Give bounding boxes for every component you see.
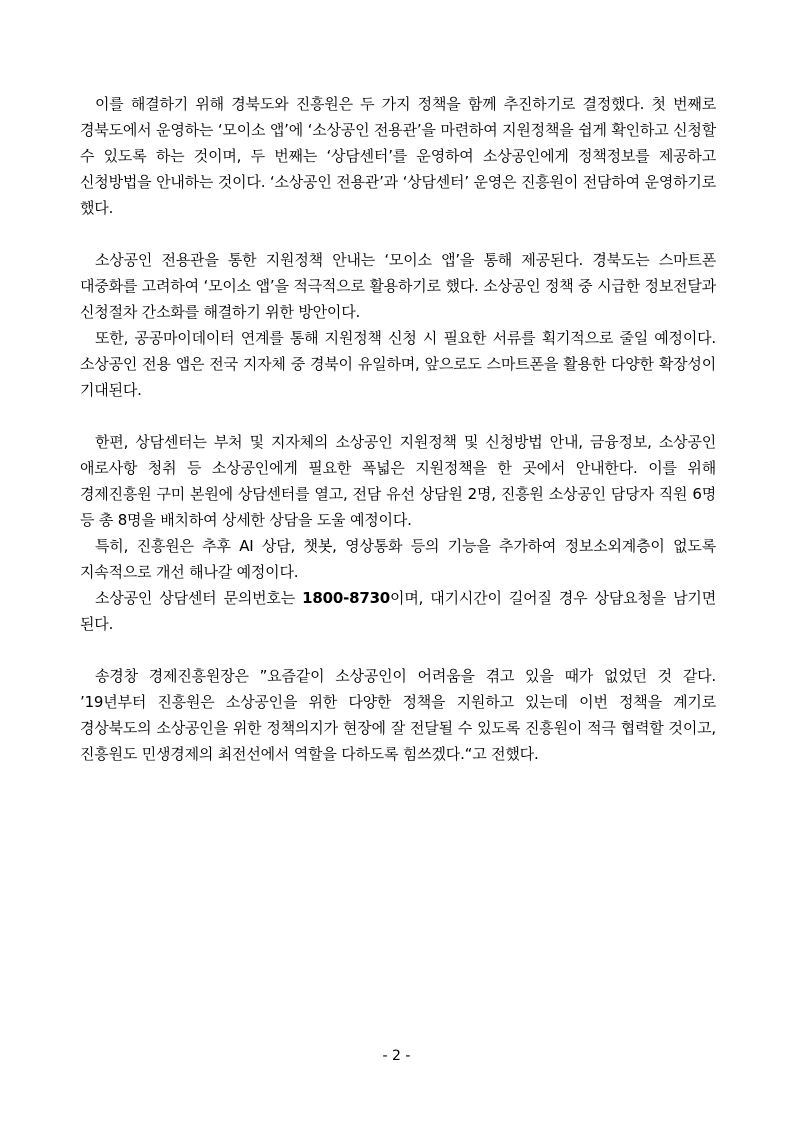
paragraph-consult-center: 한편, 상담센터는 부처 및 지자체의 소상공인 지원정책 및 신청방법 안내, 금융정보, 소상공인 애로사항 청취 등 소상공인에게 필요한 폭넓은 지원정책을 한 곳에서 안내한다. 이를 위해 경제진흥원 구미 본원에 상담센터를 열고, 전담 유선 상담원 2명, 진흥원 소상공인 담당자 직원 6명 등 총 8명을 배치하여 상세한 상담을 도울 예정이다. xyxy=(80,433,716,529)
phone-number: 1800-8730 xyxy=(302,589,391,607)
paragraph-policy-decision: 이를 해결하기 위해 경북도와 진흥원은 두 가지 정책을 함께 추진하기로 결정했다. 첫 번째로 경북도에서 운영하는 ‘모이소 앱’에 ‘소상공인 전용관’을 마련하여 지원정책을 쉽게 확인하고 신청할 수 있도록 하는 것이며, 두 번째는 ‘상담센터’를 운영하여 소상공인에게 정책정보를 제공하고 신청방법을 안내하는 것이다. ‘소상공인 전용관’과 ‘상담센터’ 운영은 진흥원이 전담하여 운영하기로 했다. xyxy=(80,95,716,217)
body-text xyxy=(80,91,716,767)
paragraph-director-quote: 송경창 경제진흥원장은 ”요즘같이 소상공인이 어려움을 겪고 있을 때가 없었던 것 같다. ’19년부터 진흥원은 소상공인을 위한 다양한 정책을 지원하고 있는데 이번 정책을 계기로 경상북도의 소상공인을 위한 정책의지가 현장에 잘 전달될 수 있도록 진흥원이 적극 협력할 것이고, 진흥원도 민생경제의 최전선에서 역할을 다하도록 힘쓰겠다.“고 전했다. xyxy=(80,667,716,763)
paragraph-spacer xyxy=(80,403,716,429)
paragraph-spacer xyxy=(80,221,716,247)
paragraph-moiso-app: 소상공인 전용관을 통한 지원정책 안내는 ‘모이소 앱’을 통해 제공된다. 경북도는 스마트폰 대중화를 고려하여 ‘모이소 앱’을 적극적으로 활용하기로 했다. 소상공인 정책 중 시급한 정보전달과 신청절차 간소화를 해결하기 위한 방안이다. xyxy=(80,251,716,321)
page-number: - 2 - xyxy=(382,1048,411,1064)
paragraph-phone-number xyxy=(80,585,716,637)
paragraph-spacer xyxy=(80,637,716,663)
paragraph-mydata: 또한, 공공마이데이터 연계를 통해 지원정책 신청 시 필요한 서류를 획기적으로 줄일 예정이다. 소상공인 전용 앱은 전국 지자체 중 경북이 유일하며, 앞으로도 스마트폰을 활용한 다양한 확장성이 기대된다. xyxy=(80,329,716,399)
paragraph-ai-features: 특히, 진흥원은 추후 AI 상담, 챗봇, 영상통화 등의 기능을 추가하여 정보소외계층이 없도록 지속적으로 개선 해나갈 예정이다. xyxy=(80,537,716,581)
phone-prefix-text: 소상공인 상담센터 문의번호는 xyxy=(95,589,303,607)
phone-suffix-text: 이며, 대기시간이 길어질 경우 상담요청을 남기면 된다. xyxy=(80,589,716,633)
